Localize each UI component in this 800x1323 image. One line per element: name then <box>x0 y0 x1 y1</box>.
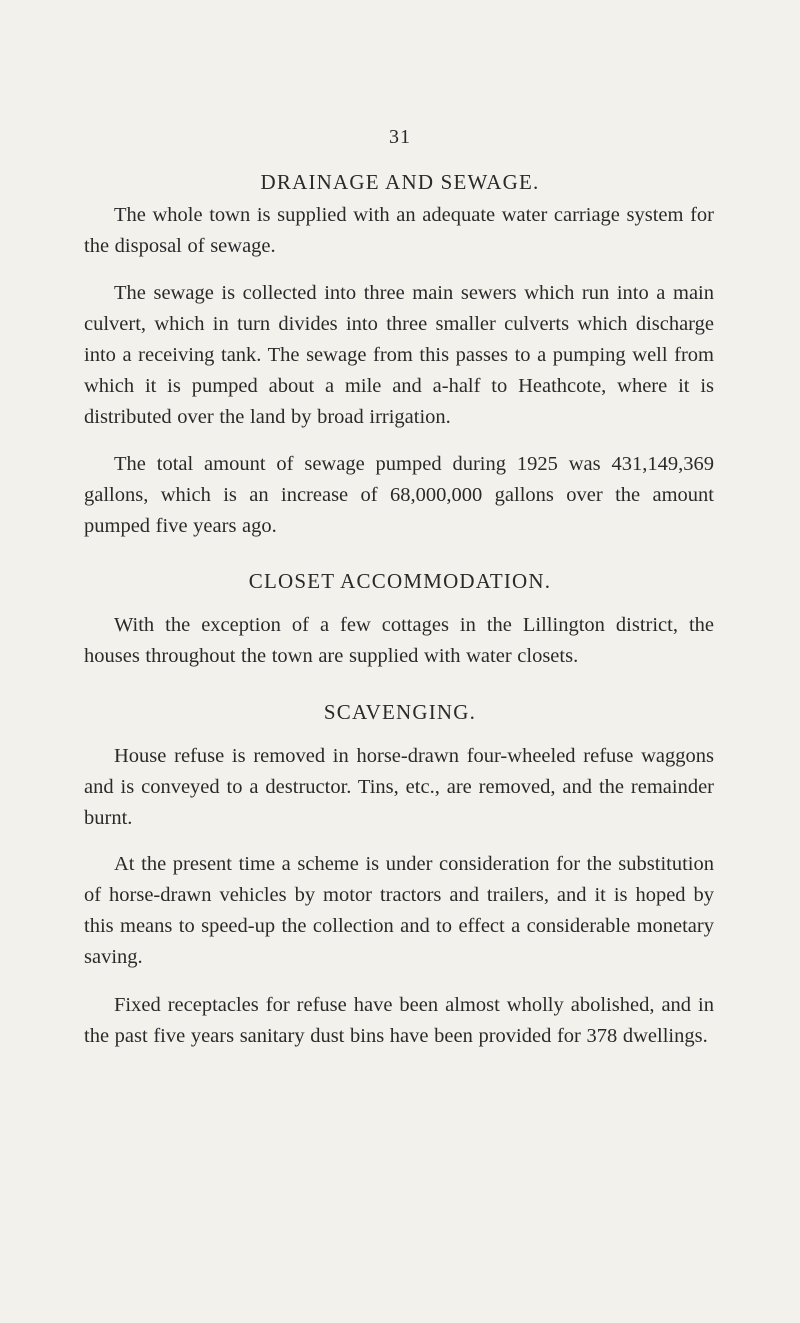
paragraph-scavenging-3: Fixed receptacles for refuse have been almost wholly abolished, and in the past five years sanitary dust bins have been provided for 378 dwellings. <box>84 994 714 1047</box>
paragraph-scavenging-1: House refuse is removed in horse-drawn four-wheeled refuse waggons and is conveyed to a destructor. Tins, etc., are removed, and the remainder burnt. <box>84 745 714 829</box>
paragraph-drainage-1: The whole town is supplied with an adequate water carriage system for the disposal of sewage. <box>84 204 714 257</box>
heading-scavenging: SCAVENGING. <box>323 700 477 724</box>
paragraph-scavenging-2: At the present time a scheme is under consideration for the substitution of horse-drawn vehicles by motor tractors and trailers, and it is hoped by this means to speed-up the collection and to effect a considerable monetary saving. <box>84 853 714 968</box>
paragraph-drainage-3: The total amount of sewage pumped during 1925 was 431,149,369 gallons, which is an increase of 68,000,000 gallons over the amount pumped five years ago. <box>84 453 714 537</box>
paragraph-closet-1: With the exception of a few cottages in the Lillington district, the houses throughout the town are supplied with water closets. <box>84 614 714 667</box>
heading-closet-accommodation: CLOSET ACCOMMODATION. <box>248 569 552 593</box>
page-number: 31 <box>389 126 411 148</box>
heading-drainage-and-sewage: DRAINAGE AND SEWAGE. <box>260 170 540 194</box>
paragraph-drainage-2: The sewage is collected into three main sewers which run into a main culvert, which in turn divides into three smaller culverts which discharge into a receiving tank. The sewage from this passes to a pumping well from which it is pumped about a mile and a-half to Heathcote, where it is distributed over the land by broad irrigation. <box>84 282 714 428</box>
